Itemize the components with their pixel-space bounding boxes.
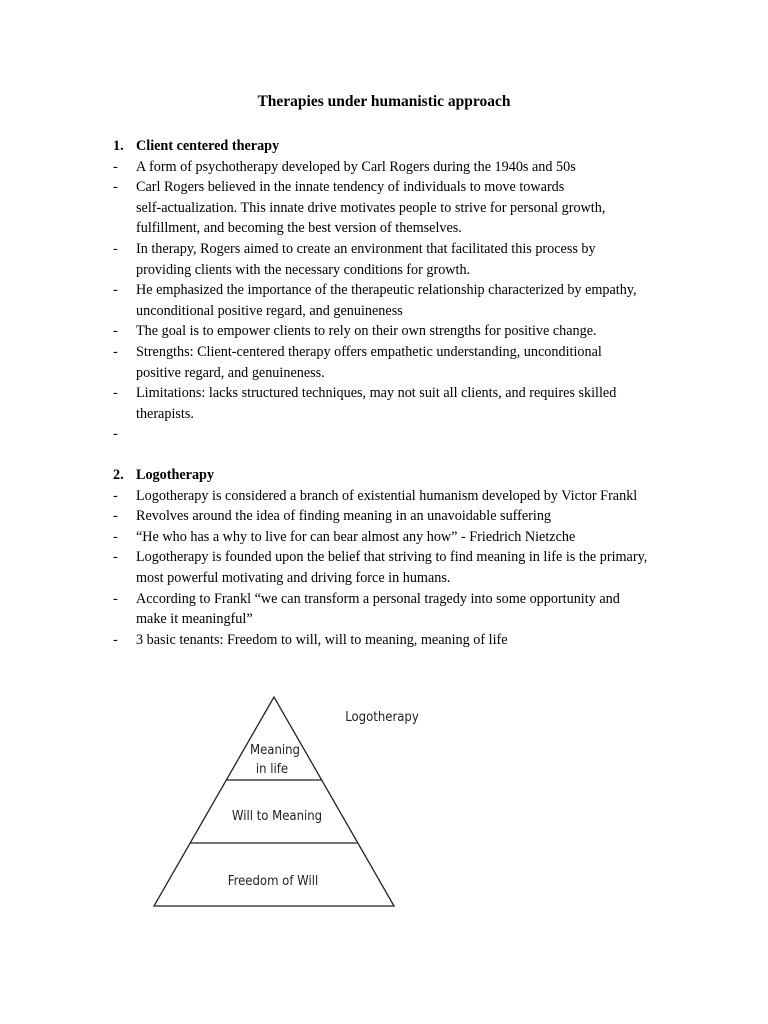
section-number: 1. — [113, 138, 124, 154]
list-item — [113, 157, 683, 178]
bullet-dash: - — [113, 282, 118, 299]
list-item — [113, 321, 683, 342]
pyramid-level-top-line1: Meaning — [250, 743, 300, 758]
item-line: He emphasized the importance of the therapeutic relationship characterized by empathy, — [136, 282, 637, 299]
list-item — [113, 342, 683, 383]
item-line: 3 basic tenants: Freedom to will, will to meaning, meaning of life — [136, 631, 508, 648]
section-heading — [113, 136, 683, 157]
bullet-dash: - — [113, 508, 118, 525]
item-line: “He who has a why to live for can bear almost any how” - Friedrich Nietzche — [136, 528, 576, 545]
item-line: make it meaningful” — [136, 611, 253, 628]
list-item — [113, 527, 683, 548]
item-line: A form of psychotherapy developed by Carl Rogers during the 1940s and 50s — [136, 158, 576, 175]
list-item — [113, 280, 683, 321]
bullet-dash: - — [113, 631, 118, 648]
bullet-dash: - — [113, 590, 118, 607]
bullet-dash: - — [113, 487, 118, 504]
list-item — [113, 239, 683, 280]
bullet-dash: - — [113, 549, 118, 566]
list-item — [113, 506, 683, 527]
item-line: In therapy, Rogers aimed to create an environment that facilitated this process by — [136, 240, 596, 257]
list-item — [113, 589, 683, 630]
bullet-dash: - — [113, 426, 118, 443]
bullet-dash: - — [113, 179, 118, 196]
list-item — [113, 486, 683, 507]
logotherapy-pyramid-diagram — [130, 668, 440, 918]
section-heading — [113, 465, 683, 486]
item-line: Logotherapy is founded upon the belief that striving to find meaning in life is the primary, — [136, 549, 648, 566]
item-line: Strengths: Client-centered therapy offers empathetic understanding, unconditional — [136, 343, 602, 360]
bullet-dash: - — [113, 385, 118, 402]
bullet-dash: - — [113, 323, 118, 340]
bullet-dash: - — [113, 528, 118, 545]
item-line: Revolves around the idea of finding meaning in an unavoidable suffering — [136, 508, 552, 525]
pyramid-level-top-line2: in life — [255, 762, 289, 777]
list-item — [113, 383, 683, 424]
list-item — [113, 177, 683, 239]
item-line — [136, 424, 683, 445]
list-item — [113, 630, 683, 651]
section-title: Logotherapy — [136, 467, 215, 483]
pyramid-level-bottom: Freedom of Will — [227, 874, 319, 889]
item-line: providing clients with the necessary conditions for growth. — [136, 261, 471, 278]
item-line: fulfillment, and becoming the best version of themselves. — [136, 220, 462, 237]
item-line: According to Frankl “we can transform a personal tragedy into some opportunity and — [136, 590, 620, 607]
item-line: unconditional positive regard, and genuineness — [136, 302, 403, 319]
item-line: most powerful motivating and driving force in humans. — [136, 569, 451, 586]
section-logotherapy — [113, 465, 683, 650]
bullet-dash: - — [113, 158, 118, 175]
item-line: therapists. — [136, 405, 194, 422]
bullet-dash: - — [113, 343, 118, 360]
document-title: Therapies under humanistic approach — [257, 93, 511, 110]
item-line: positive regard, and genuineness. — [136, 364, 325, 381]
item-line: self-actualization. This innate drive motivates people to strive for personal growth, — [136, 199, 606, 216]
section-title: Client centered therapy — [136, 138, 280, 154]
list-item — [113, 547, 683, 588]
pyramid-level-middle: Will to Meaning — [231, 809, 323, 824]
diagram-title: Logotherapy — [345, 710, 419, 725]
section-client-centered-therapy — [113, 136, 683, 445]
list-item-empty — [113, 424, 683, 445]
item-line: Logotherapy is considered a branch of existential humanism developed by Victor Frankl — [136, 487, 638, 504]
item-line: The goal is to empower clients to rely on their own strengths for positive change. — [136, 323, 597, 340]
item-line: Carl Rogers believed in the innate tendency of individuals to move towards — [136, 179, 565, 196]
section-number: 2. — [113, 467, 124, 483]
bullet-dash: - — [113, 240, 118, 257]
item-line: Limitations: lacks structured techniques, may not suit all clients, and requires skilled — [136, 385, 617, 402]
